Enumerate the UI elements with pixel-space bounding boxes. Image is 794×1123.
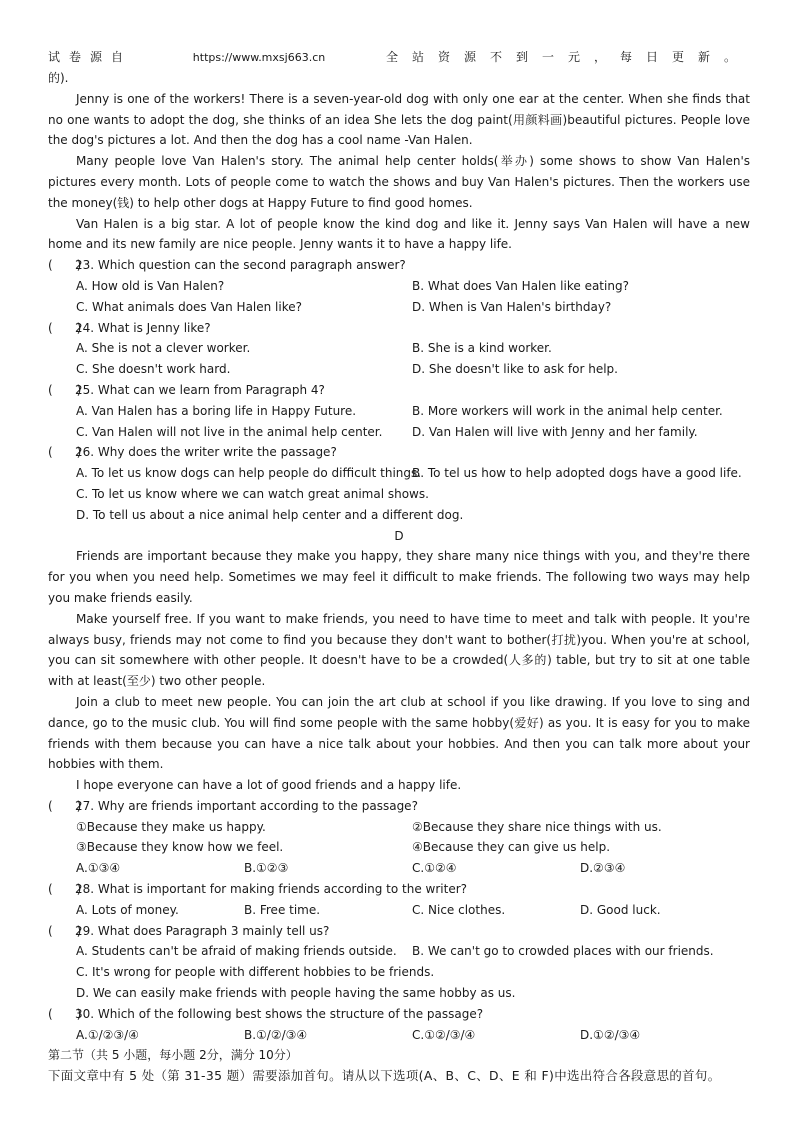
option-a: A. Lots of money.: [76, 902, 179, 917]
question-30-options: [48, 1025, 750, 1046]
question-24: [48, 318, 750, 339]
section-2-instruction: 下面文章中有 5 处（第 31-35 题）需要添加首句。请从以下选项(A、B、C、D、E 和 F)中选出符合各段意思的首句。: [48, 1068, 721, 1084]
question-stem: 30. Which of the following best shows the structure of the passage?: [75, 1006, 484, 1021]
option-d: D. When is Van Halen's birthday?: [412, 299, 612, 314]
option-a: A. To let us know dogs can help people do difficult things.: [76, 466, 422, 481]
answer-bracket[interactable]: ( ): [48, 382, 82, 397]
continuation-text: 的).: [48, 71, 69, 85]
option-c: C.①②/③/④: [412, 1027, 476, 1042]
page-header: [48, 47, 750, 68]
passage-c-paragraph: Many people love Van Halen's story. The animal help center holds(举办) some shows to show Van Halen's pictures every month. Lots of people come to watch the shows and buy Van Halen's pictures. Then the workers use the money(钱) to help other dogs at Happy Future to find good homes.: [48, 154, 750, 210]
question-stem: 27. Why are friends important according to the passage?: [75, 798, 418, 813]
question-stem: 29. What does Paragraph 3 mainly tell us?: [75, 923, 330, 938]
option-c: C. It's wrong for people with different hobbies to be friends.: [76, 965, 435, 980]
answer-bracket[interactable]: ( ): [48, 258, 82, 273]
option-d: D. Van Halen will live with Jenny and her family.: [412, 424, 698, 439]
answer-bracket[interactable]: ( ): [48, 445, 82, 460]
passage-c-paragraph: Jenny is one of the workers! There is a seven-year-old dog with only one ear at the center. When she finds that no one wants to adopt the dog, she thinks of an idea She lets the dog paint(用颜料画)beautiful pictures. People love the dog's pictures a lot. And then the dog has a cool name -Van Halen.: [48, 91, 750, 148]
exam-page: [48, 47, 750, 1087]
answer-bracket[interactable]: ( ): [48, 798, 82, 813]
option-a: A.①/②③/④: [76, 1027, 139, 1042]
option-a: A.①③④: [76, 861, 121, 876]
question-stem: 25. What can we learn from Paragraph 4?: [75, 382, 325, 397]
option-c: C. She doesn't work hard.: [76, 362, 231, 377]
option-c: C. To let us know where we can watch great animal shows.: [76, 486, 429, 501]
passage-d-paragraph: Friends are important because they make you happy, they share many nice things with you, and they're there for you when you need help. Sometimes we may feel it difficult to make friends. The following two ways may help you make friends easily.: [48, 549, 750, 605]
question-stem: 28. What is important for making friends according to the writer?: [75, 882, 468, 897]
option-b: B.①/②/③④: [244, 1027, 308, 1042]
option-c: C.①②④: [412, 861, 457, 876]
question-25: [48, 380, 750, 401]
statement-4: ④Because they can give us help.: [412, 840, 611, 855]
option-c: C. Nice clothes.: [412, 902, 506, 917]
answer-bracket[interactable]: ( ): [48, 320, 82, 335]
question-stem: 26. Why does the writer write the passage?: [75, 445, 337, 460]
option-a: A. How old is Van Halen?: [76, 278, 225, 293]
question-29: [48, 921, 750, 942]
passage-c-paragraph: Van Halen is a big star. A lot of people know the kind dog and like it. Jenny says Van Halen will have a new home and its new family are nice people. Jenny wants it to have a happy life.: [48, 216, 750, 252]
question-28: [48, 879, 750, 900]
question-stem: 24. What is Jenny like?: [75, 320, 211, 335]
option-d: D. Good luck.: [580, 902, 661, 917]
section-2-title: 第二节（共 5 小题，每小题 2分，满分 10分）: [48, 1048, 298, 1063]
question-24-options: [48, 338, 750, 380]
option-d: D. We can easily make friends with people having the same hobby as us.: [76, 986, 516, 1001]
question-25-options: [48, 401, 750, 443]
option-b: B. Free time.: [244, 902, 321, 917]
passage-d-paragraph: Make yourself free. If you want to make friends, you need to have time to meet and talk with people. It you're always busy, friends may not come to find you because they don't want to bother(打扰)you. When you're at school, you can sit somewhere with other people. It doesn't have to be a crowded(人多的) table, but try to sit at one table with at least(至少) two other people.: [48, 611, 750, 689]
question-30: [48, 1004, 750, 1025]
option-b: B. To tel us how to help adopted dogs have a good life.: [412, 466, 742, 481]
question-23-options: [48, 276, 750, 318]
question-26: [48, 442, 750, 463]
statement-2: ②Because they share nice things with us.: [412, 819, 662, 834]
passage-d-paragraph: I hope everyone can have a lot of good friends and a happy life.: [76, 778, 462, 793]
passage-d-paragraph: Join a club to meet new people. You can join the art club at school if you like drawing. If you love to sing and dance, go to the music club. You will find some people with the same hobby(爱好) as you. It is easy for you to make friends with them because you can have a nice talk about your hobbies. And then you can talk more about your hobbies with them.: [48, 694, 750, 772]
question-29-options-ab: [48, 941, 750, 962]
option-b: B.①②③: [244, 861, 289, 876]
statement-1: ①Because they make us happy.: [76, 819, 266, 834]
option-c: C. Van Halen will not live in the animal help center.: [76, 424, 383, 439]
option-b: B. We can't go to crowded places with our friends.: [412, 944, 714, 959]
question-28-options: [48, 900, 750, 921]
option-b: B. More workers will work in the animal help center.: [412, 403, 723, 418]
option-a: A. Students can't be afraid of making friends outside.: [76, 944, 397, 959]
header-slogan: 全站资源不到一元，每日更新。: [385, 50, 750, 64]
section-d-label: D: [394, 528, 404, 543]
answer-bracket[interactable]: ( ): [48, 1006, 82, 1021]
answer-bracket[interactable]: ( ): [48, 923, 82, 938]
answer-bracket[interactable]: ( ): [48, 882, 82, 897]
question-27-statements: [48, 817, 750, 859]
question-26-options-ab: [48, 463, 750, 484]
option-d: D. She doesn't like to ask for help.: [412, 362, 618, 377]
question-23: [48, 255, 750, 276]
question-27: [48, 796, 750, 817]
question-stem: 23. Which question can the second paragraph answer?: [75, 258, 406, 273]
option-b: B. She is a kind worker.: [412, 341, 552, 356]
question-27-options: [48, 858, 750, 879]
header-url[interactable]: https://www.mxsj663.cn: [192, 51, 326, 64]
option-c: C. What animals does Van Halen like?: [76, 299, 303, 314]
option-d: D.②③④: [580, 861, 626, 876]
option-d: D. To tell us about a nice animal help center and a different dog.: [76, 507, 464, 522]
option-a: A. She is not a clever worker.: [76, 341, 251, 356]
option-d: D.①②/③④: [580, 1027, 641, 1042]
header-source-text: 试卷源自: [48, 50, 133, 64]
statement-3: ③Because they know how we feel.: [76, 840, 284, 855]
option-a: A. Van Halen has a boring life in Happy Future.: [76, 403, 357, 418]
option-b: B. What does Van Halen like eating?: [412, 278, 629, 293]
